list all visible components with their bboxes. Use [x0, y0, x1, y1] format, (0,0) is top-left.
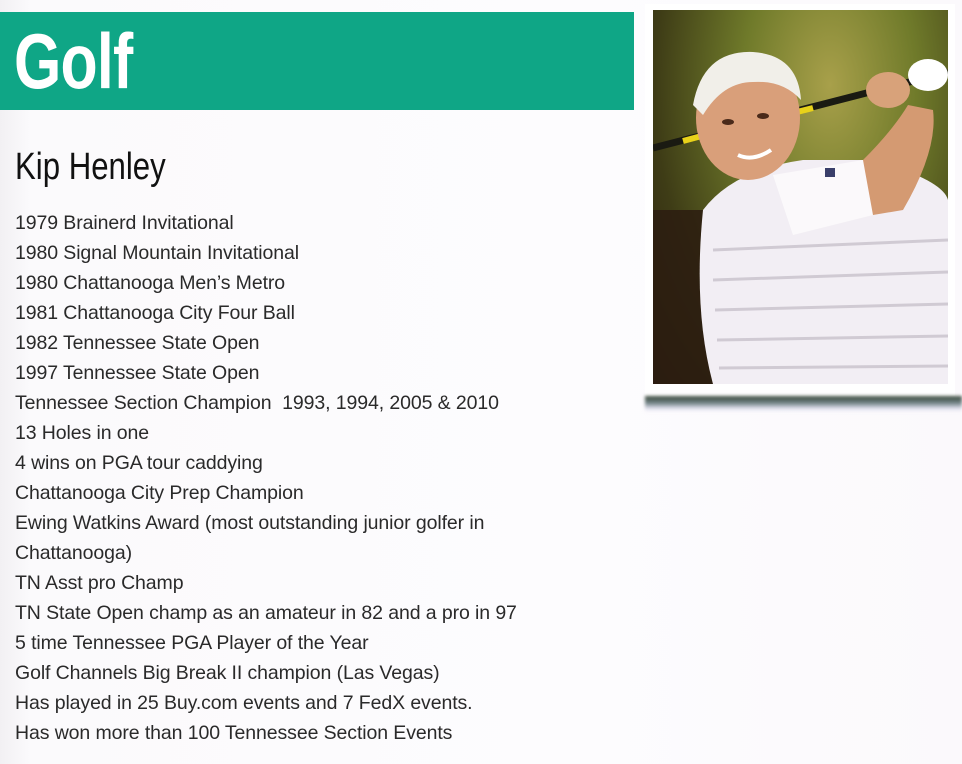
list-item: Ewing Watkins Award (most outstanding junior golfer in — [15, 512, 485, 534]
list-item: Tennessee Section Champion 1993, 1994, 2005 & 2010 — [15, 392, 499, 414]
list-item: Has played in 25 Buy.com events and 7 FedX events. — [15, 692, 473, 714]
list-item: 1979 Brainerd Invitational — [15, 212, 234, 234]
list-item: 1980 Signal Mountain Invitational — [15, 242, 299, 264]
list-item: 5 time Tennessee PGA Player of the Year — [15, 632, 369, 654]
shirt-logo — [825, 168, 835, 177]
list-item: 1997 Tennessee State Open — [15, 362, 260, 384]
list-item: Golf Channels Big Break II champion (Las Vegas) — [15, 662, 440, 684]
list-item: Has won more than 100 Tennessee Section Events — [15, 722, 453, 744]
golfer-illustration — [653, 10, 948, 384]
player-name: Kip Henley — [15, 146, 166, 188]
player-photo — [653, 10, 948, 384]
list-item: TN State Open champ as an amateur in 82 and a pro in 97 — [15, 602, 517, 624]
eye — [757, 113, 769, 119]
list-item: Chattanooga City Prep Champion — [15, 482, 304, 504]
list-item: 1982 Tennessee State Open — [15, 332, 260, 354]
section-title: Golf — [14, 17, 133, 105]
glove — [908, 59, 948, 91]
list-item: 4 wins on PGA tour caddying — [15, 452, 263, 474]
list-item: 1981 Chattanooga City Four Ball — [15, 302, 295, 324]
list-item: 13 Holes in one — [15, 422, 150, 444]
photo-shadow — [645, 396, 962, 412]
eye — [722, 119, 734, 125]
list-item: TN Asst pro Champ — [15, 572, 184, 594]
list-item: 1980 Chattanooga Men’s Metro — [15, 272, 286, 294]
list-item: Chattanooga) — [15, 542, 132, 564]
hand — [866, 72, 910, 108]
achievements-list — [15, 208, 625, 748]
